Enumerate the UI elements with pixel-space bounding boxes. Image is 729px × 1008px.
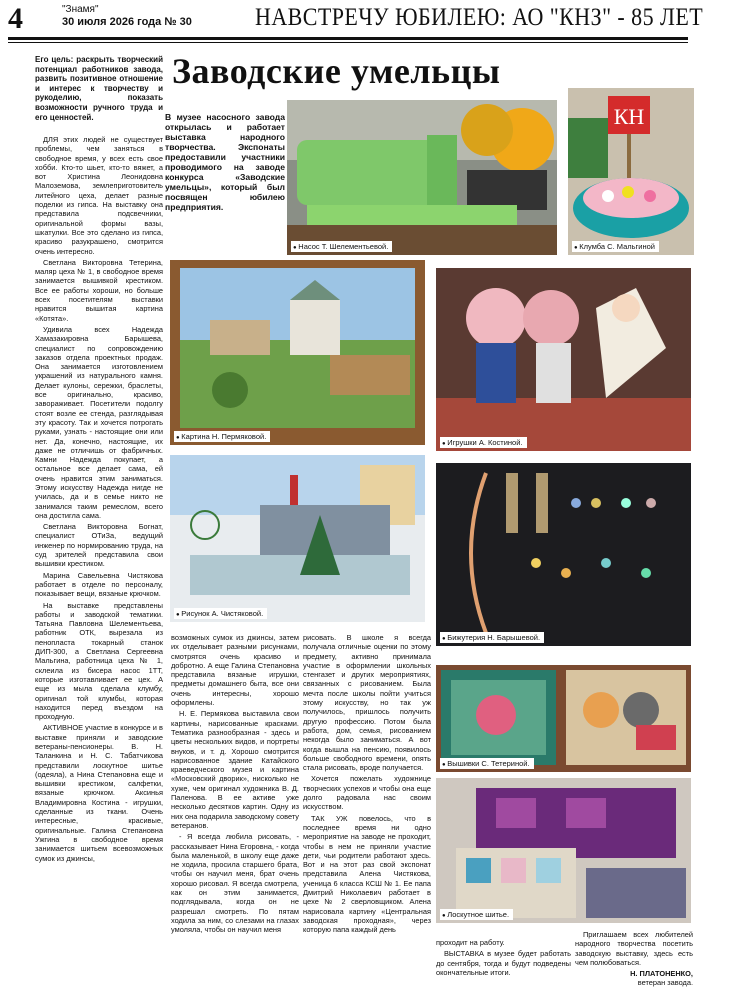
paragraph: рисовать. В школе я всегда получала отличные оценки по этому предмету, активно принимала участие в оформлении школьных стенгазет и других мероприятиях, связанных с рисованием. Была мечта после школы пойти учиться этому искусству, но так уж получилось, пришлось получить другую профессию. Потом была работа, дом, семья, рисованием некогда было заниматься. А вот когда вышла на пенсию, появилось больше свободного времени, опять стала рисовать, вроде получается.	[303, 633, 431, 773]
paragraph: ДЛЯ этих людей не существует проблемы, чем заняться в свободное время, у всех есть свое хобби. Кто-то шьет, кто-то вяжет, а вот Христина Леонидовна Малоземова, землеприготовитель литейного цеха, делает разные поделки из гипса. На выставку она представила подсвечники, оригинальной формы вазы, шкатулки. Все это сделано из гипса, красиво разукрашено, смотрится очень интересно.	[35, 135, 163, 256]
paragraph: Светлана Викторовна Богнат, специалист ОТиЗа, ведущий инженер по нормированию труда, на суд зрителей представила свои вышивки крестиком.	[35, 522, 163, 569]
photo-caption: ● Игрушки А. Костиной.	[440, 437, 527, 448]
paragraph: проходит на работу.	[436, 938, 505, 947]
photo-caption: ● Картина Н. Пермяковой.	[174, 431, 270, 442]
paragraph: Удивила всех Надежда Хамазакировна Барышева, специалист по сопровождению заказов отдела проектных продаж. Она занимается изготовлением украшений из натурального камня. Делает кулоны, сережки, браслеты, все оригинально, красиво, завораживает. Посетители подолгу стоят возле ее стенда, разглядывая эту красоту. Так и хочется потрогать руками, узнать - настоящие они или нет. Да, конечно, настоящие, их даже не отличишь от фабричных. Камни Надежда покупает, а остальное все делает сама, ей очень нравится этим заниматься. Этому искусству Надежда нигде не училась, да и в семье никто не занимался таким ремеслом, всего она достигла сама.	[35, 324, 163, 520]
photo-igrushki-image	[436, 268, 691, 451]
photo-caption: ● Бижутерия Н. Барышевой.	[440, 632, 544, 643]
photo-bizhuteriya	[436, 463, 691, 646]
paragraph: Приглашаем всех любителей народного творчества посетить заводскую выставку, здесь есть чем полюбоваться.	[575, 930, 693, 967]
photo-caption: ● Лоскутное шитье.	[440, 909, 513, 920]
photo-risunok	[170, 455, 425, 622]
svg-text:КН: КН	[613, 104, 645, 129]
photo-caption: ● Насос Т. Шелементьевой.	[291, 241, 392, 252]
photo-vyshivki-image	[436, 665, 691, 772]
article-lead: Его цель: раскрыть творческий потенциал работников завода, развить позитивное отношение и интерес к творчеству и рукоделию, показать возможности ручного труда и его ценностей.	[35, 55, 163, 122]
paragraph: ВЫСТАВКА в музее будет работать до сентября, тогда и будут подведены окончательные итоги.	[436, 949, 571, 977]
text-column-4	[436, 938, 571, 1003]
photo-igrushki	[436, 268, 691, 451]
paragraph: Светлана Викторовна Тетерина, маляр цеха № 1, в свободное время занимается вышивкой крестиком. Все ее работы хороши, но больше всех посетителям выставки нравится вышитая картина «Котята».	[35, 257, 163, 323]
photo-bizhuteriya-image	[436, 463, 691, 646]
text-column-3	[303, 633, 431, 1003]
text-column-1	[35, 135, 163, 1003]
article-title: Заводские умельцы	[172, 51, 501, 91]
author-role: ветеран завода.	[637, 978, 693, 988]
article-intro: В музее насосного завода открылась и работает выставка народного творчества. Экспонаты предоставили участники проводимого на заводе конкурса «Заводские умельцы», который был посвящен юбилею предприятия.	[165, 112, 285, 212]
page-number: 4	[8, 2, 23, 35]
paragraph: Марина Савельевна Чистякова работает в отделе по персоналу, показывает вещи, вязаные крючком.	[35, 570, 163, 599]
author-name: Н. ПЛАТОНЕНКО,	[630, 969, 693, 979]
photo-caption: ● Клумба С. Мальгиной	[572, 241, 659, 252]
paragraph: возможных сумок из джинсы, затем их отделывает разными рисунками, смотрятся очень красиво и добротно. А еще Галина Степановна представила вязаные игрушки, предметы домашнего быта, все они очень интересны, хорошо оформлены.	[171, 633, 299, 708]
paragraph: Н. Е. Пермякова выставила свои картины, нарисованные красками. Тематика разнообразная - здесь и цветы нескольких видов, и портреты внуков, и т. д. Хорошо смотрится нарисованное здание Катайского краеведческого музея и картина «Московский дворик», нисколько не хуже, чем оригинал художника В. Д. Паленова. В ее активе уже несколько десятков картин. Одну из них она подарила заводскому совету ветеранов.	[171, 709, 299, 830]
paragraph: На выставке представлены работы и заводской тематики. Татьяна Павловна Шелементьева, работник ОТК, вырезала из пенопласта токарный станок ДИП-300, а Светлана Сергеевна Мальгина, работница цеха № 1, склеила из бисера насос 1ТТ, которые изготавливает ее цех. А еще из мыла сделала клумбу, оригинал той клумбы, которая находится перед въездом на проходную.	[35, 600, 163, 722]
photo-vyshivki	[436, 665, 691, 772]
photo-nasos	[287, 100, 557, 255]
paragraph: Хочется пожелать художнице творческих успехов и чтобы она еще долго радовала нас своим искусством.	[303, 774, 431, 812]
issue-date: 30 июля 2026 года № 30	[62, 16, 192, 28]
photo-loskutnoe-image	[436, 778, 691, 923]
text-column-5	[575, 930, 693, 1003]
header-rule	[8, 37, 688, 40]
section-title: НАВСТРЕЧУ ЮБИЛЕЮ: АО "КНЗ" - 85 ЛЕТ	[255, 4, 704, 31]
paragraph: ТАК УЖ повелось, что в последнее время ни одно мероприятие на заводе не проходит, чтобы в нем не приняли участие дети, чьи родители работают здесь. Вот и на этот раз свой экспонат представила Алена Чистякова, ученица 6 класса КСШ № 1. Ее папа Дмитрий Николаевич работает в цехе № 2 сверловщиком. Алена нарисовала картину «Центральная заводская проходная», через которую папа каждый день	[303, 813, 431, 935]
photo-kartina-image	[170, 260, 425, 445]
photo-caption: ● Вышивки С. Тетериной.	[440, 758, 534, 769]
photo-nasos-image	[287, 100, 557, 255]
paper-info	[62, 4, 192, 29]
photo-klumba	[568, 88, 694, 255]
photo-klumba-image	[568, 88, 694, 255]
header-rule-thin	[8, 42, 688, 43]
photo-kartina	[170, 260, 425, 445]
paragraph: - Я всегда любила рисовать, - рассказывает Нина Егоровна, - когда была маленькой, в школу еще даже не ходила, просила старшего брата, чтобы он научил меня, брат очень хорошо рисовал. Я всегда смотрела, как он этим занимается, подглядывала, когда он не разрешал смотреть. По пятам ходила за ним, со слезами на глазах умоляла, чтобы он научил меня	[171, 832, 299, 935]
paragraph: АКТИВНОЕ участие в конкурсе и в выставке приняли и заводские ветераны-пенсионеры. В. Н. Таланкина и Н. С. Табатчикова представили лоскутное шитье (одеяла), а Нина Степановна еще и вышивки крестиком, салфетки, вязаные крючком. Аксинья Владимировна Костина - игрушки, сделанные из ткани. Очень интересные, красивые, оригинальные. Галина Степановна Ужгина в свободное время занимается шитьем всевозможных сумок из джинсы,	[35, 723, 163, 863]
photo-risunok-image	[170, 455, 425, 622]
photo-caption: ● Рисунок А. Чистяковой.	[174, 608, 267, 619]
paper-name: "Знамя"	[62, 4, 99, 15]
photo-loskutnoe	[436, 778, 691, 923]
text-column-2	[171, 633, 299, 1003]
